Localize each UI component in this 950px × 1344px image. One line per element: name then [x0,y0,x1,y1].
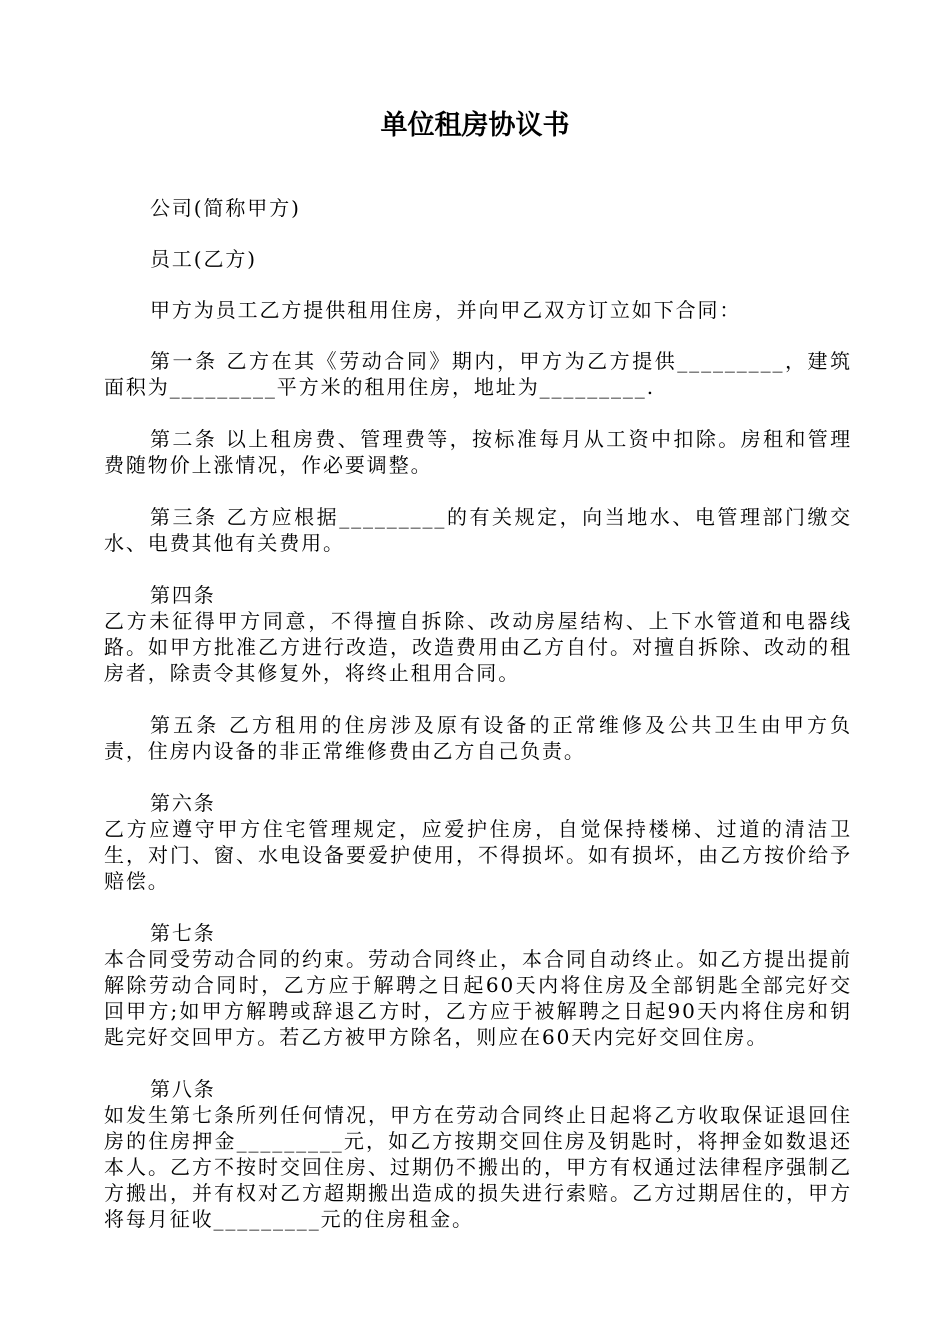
article-4-text: 乙方未征得甲方同意，不得擅自拆除、改动房屋结构、上下水管道和电器线路。如甲方批准乙方进行改造，改造费用由乙方自付。对擅自拆除、改动的租房者，除责令其修复外，将终止租用合同。 [104,609,852,685]
article-7-heading: 第七条 [150,921,216,945]
article-4-heading: 第四条 [150,583,216,607]
document-title: 单位租房协议书 [380,110,570,141]
article-6-text: 乙方应遵守甲方住宅管理规定，应爱护住房，自觉保持楼梯、过道的清洁卫生，对门、窗、水电设备要爱护使用，不得损坏。如有损坏，由乙方按价给予赔偿。 [104,817,852,893]
party-b-line: 员工(乙方) [150,247,258,271]
intro-paragraph: 甲方为员工乙方提供租用住房，并向甲乙双方订立如下合同： [150,298,742,322]
article-6-heading: 第六条 [150,791,216,815]
article-3: 第三条 乙方应根据_________的有关规定，向当地水、电管理部门缴交水、电费其他有关费用。 [104,505,852,555]
article-2: 第二条 以上租房费、管理费等，按标准每月从工资中扣除。房租和管理费随物价上涨情况，作必要调整。 [104,427,852,477]
article-8-text: 如发生第七条所列任何情况，甲方在劳动合同终止日起将乙方收取保证退回住房的住房押金_________元，如乙方按期交回住房及钥匙时，将押金如数退还本人。乙方不按时交回住房、过期仍不搬出的，甲方有权通过法律程序强制乙方搬出，并有权对乙方超期搬出造成的损失进行索赔。乙方过期居住的，甲方将每月征收_________元的住房租金。 [104,1103,852,1231]
article-8-heading: 第八条 [150,1077,216,1101]
article-7-text: 本合同受劳动合同的约束。劳动合同终止，本合同自动终止。如乙方提出提前解除劳动合同时，乙方应于解聘之日起60天内将住房及全部钥匙全部完好交回甲方;如甲方解聘或辞退乙方时，乙方应于被解聘之日起90天内将住房和钥匙完好交回甲方。若乙方被甲方除名，则应在60天内完好交回住房。 [104,947,852,1049]
article-1: 第一条 乙方在其《劳动合同》期内，甲方为乙方提供_________，建筑面积为_________平方米的租用住房，地址为_________. [104,349,852,399]
document-body [104,195,852,1232]
article-5: 第五条 乙方租用的住房涉及原有设备的正常维修及公共卫生由甲方负责，住房内设备的非正常维修费由乙方自己负责。 [104,713,852,763]
party-a-line: 公司(简称甲方) [150,196,301,220]
